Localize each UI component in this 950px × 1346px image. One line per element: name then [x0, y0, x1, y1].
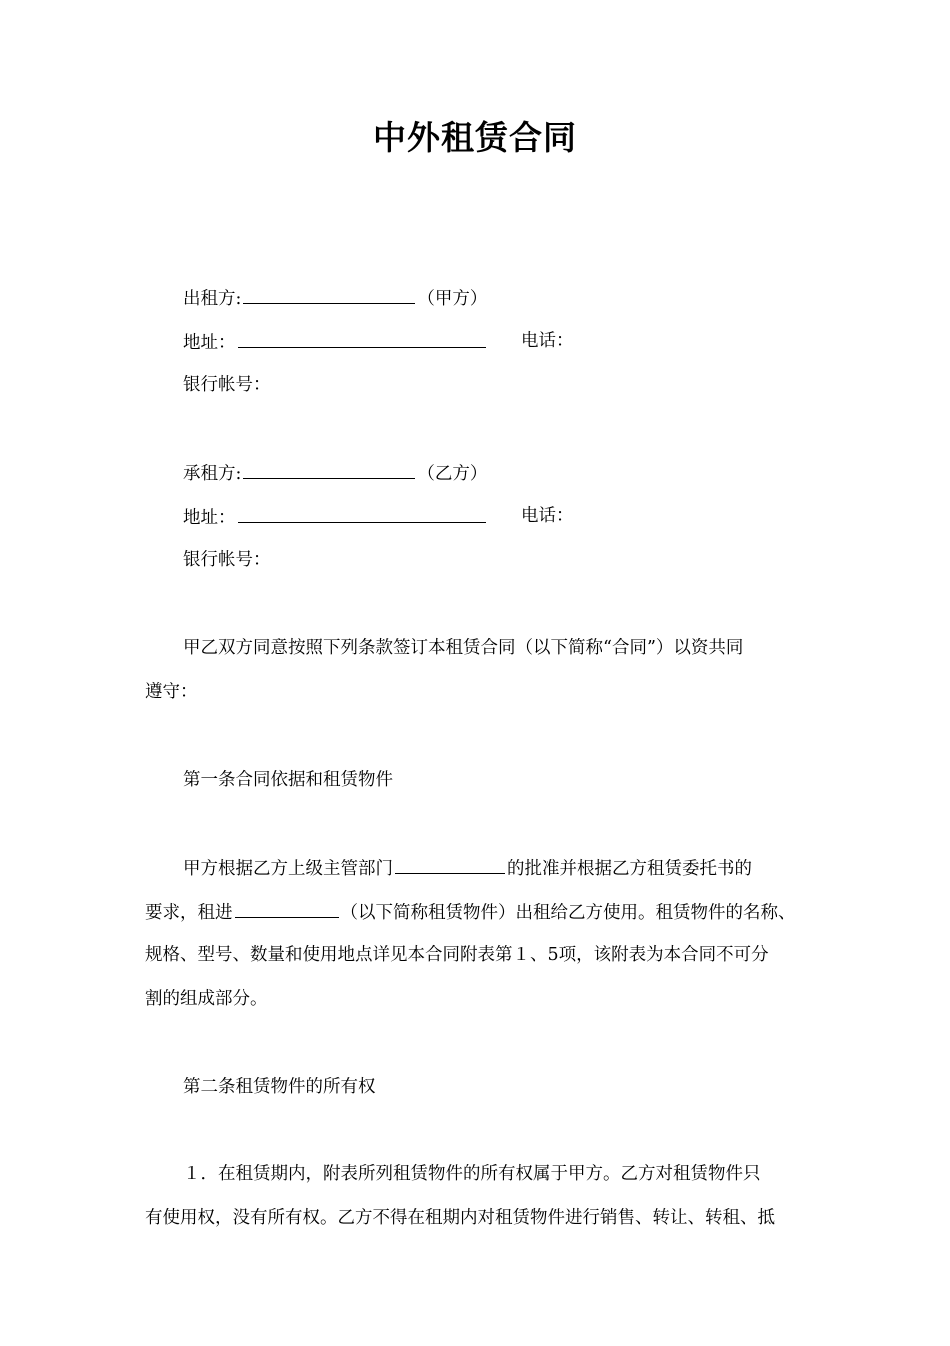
lessor-role: （甲方） [417, 289, 488, 309]
article1-heading: 第一条合同依据和租赁物件 [183, 770, 393, 790]
lessee-bank-label: 银行帐号： [183, 550, 271, 570]
article2-line-1: １．在租赁期内，附表所列租赁物件的所有权属于甲方。乙方对租赁物件只 [183, 1164, 761, 1184]
article1-line-1 [183, 855, 752, 881]
article2-line-2: 有使用权，没有所有权。乙方不得在租期内对租赁物件进行销售、转让、转租、抵 [145, 1208, 775, 1228]
intro-line-2: 遵守： [145, 682, 198, 702]
lessee-address-label: 地址： [183, 508, 236, 528]
article1-line-3: 规格、型号、数量和使用地点详见本合同附表第１、5项，该附表为本合同不可分 [145, 945, 769, 965]
leased-item-blank [235, 899, 339, 918]
lessor-bank-label: 银行帐号： [183, 375, 271, 395]
article1-line-2-a: 要求，租进 [145, 903, 233, 923]
lessee-line [183, 460, 487, 486]
lessor-line [183, 285, 487, 311]
authority-blank [395, 855, 505, 874]
lessee-role: （乙方） [417, 464, 488, 484]
article1-line-1-a: 甲方根据乙方上级主管部门 [183, 859, 393, 879]
lessee-name-blank [243, 460, 415, 479]
article1-line-4: 割的组成部分。 [145, 989, 268, 1009]
lessor-phone-label: 电话： [521, 331, 574, 351]
document-title: 中外租赁合同 [373, 118, 577, 157]
article2-heading: 第二条租赁物件的所有权 [183, 1077, 376, 1097]
lessee-label: 承租方: [183, 464, 242, 484]
lessee-address-line [183, 504, 783, 530]
article1-line-1-b: 的批准并根据乙方租赁委托书的 [507, 859, 752, 879]
lessee-address-blank [238, 504, 486, 523]
lessor-label: 出租方: [183, 289, 242, 309]
article1-line-2-b: （以下简称租赁物件）出租给乙方使用。租赁物件的名称、 [340, 903, 796, 923]
intro-line-1: 甲乙双方同意按照下列条款签订本租赁合同（以下简称“合同”）以资共同 [183, 638, 744, 658]
article1-line-2 [145, 899, 796, 925]
lessor-address-line [183, 329, 783, 355]
lessor-address-label: 地址： [183, 333, 236, 353]
lessee-phone-label: 电话： [521, 506, 574, 526]
lessor-name-blank [243, 285, 415, 304]
lessor-address-blank [238, 329, 486, 348]
